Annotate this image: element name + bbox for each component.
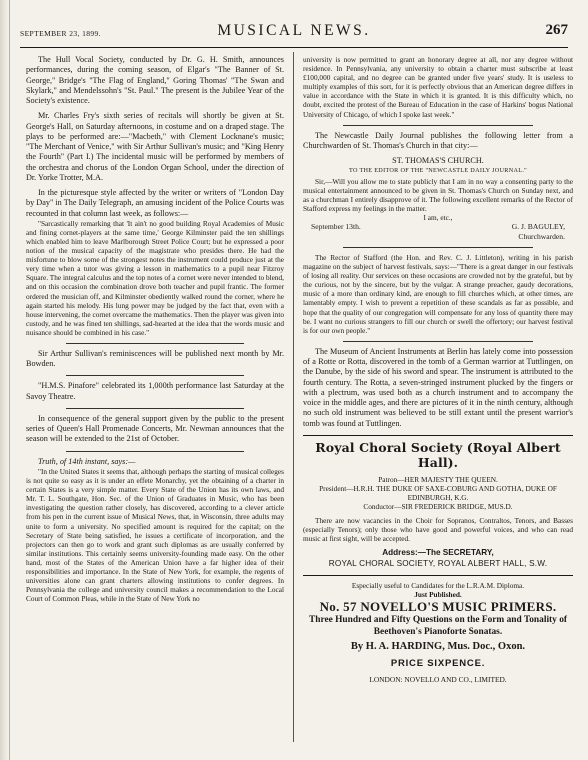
section-divider — [66, 408, 244, 409]
section-divider — [66, 375, 244, 376]
lram-note: Especially useful to Candidates for the L.R.A.M. Diploma. — [351, 580, 525, 590]
us-colleges-quote-continued: university is now permitted to grant an honorary degree at all, nor any degree without residence. In Pennsylvania, any university to obtain a charter must subscribe at least £100,000 capital, and no degree can be granted under five years' study. It is useless to multiply examples of this sort, for it is perfectly obvious that an American degree differs in value in accordance with the State in which it is granted. It is this difficulty which, no doubt, excited the protest of the Bureau of Education in the case of Harkins' bogus National University of Chicago, of which I spoke last week." — [303, 55, 573, 119]
left-column — [26, 55, 284, 746]
section-divider — [343, 341, 533, 342]
ad-rule — [303, 575, 573, 576]
conductor-line: Conductor—SIR FREDERICK BRIDGE, MUS.D. — [363, 502, 513, 512]
address-line: ROYAL CHORAL SOCIETY, ROYAL ALBERT HALL, S.W. — [328, 558, 548, 568]
cornet-anecdote-quote: "Sarcastically remarking that 'It ain't no good building Royal Academies of Music and fining cornet-players at the same time,' George Kilminster paid the ten shillings which enabled him to leave Marlborough Street Police Court; but he expressed a poor notion of the musical capacity of the magistrate who presides there. He had the misfortune to blow some of the strongest notes the instrument could produce just at the very time when a tutor was giving a lesson in mathematics to a pupil near Fitzroy Square. The integral calculus and the top notes of a cornet were never intended to blend, and on this occasion the combination drove both teacher and pupil frantic. The former ordered the musician off, and Kilminster obediently walked round the corner, where he again started his melody. His lung power may be judged by the fact that, even with a house intervening, the cornet overcame the mathematics. Then the player was given into custody, and he was fined ten shillings, sad-hearted at the idea that the words music and nuisance should be combined in his case." — [26, 218, 284, 337]
section-divider — [343, 125, 533, 126]
binding-line — [9, 0, 10, 760]
masthead-title: MUSICAL NEWS. — [217, 22, 371, 39]
primers-title: No. 57 NOVELLO'S MUSIC PRIMERS. — [319, 599, 557, 615]
primers-author: By H. A. HARDING, Mus. Doc., Oxon. — [350, 641, 526, 653]
signature-block — [512, 222, 565, 241]
us-colleges-quote: "In the United States it seems that, although perhaps the starting of musical colleges is not quite so easy as it is under an effete Monarchy, yet the obtaining of a charter in certain States is a very simple matter. Every State of the Union has its own laws, and Mr. T. L. Southgate, Hon. Sec. of the Union of Graduates in Music, who has been investigating the question rather closely, has discovered, according to a clever article from his pen in the current issue of Musical News, that, in Wisconsin, three adults may unite to form a university. No specified amount is required for the capital; on the Secretary of State being satisfied, he issues a certificate of incorporation, and the projectors can then go to work and grant such diplomas as are usually conferred by similar institutions. This certainly seems university-founding made easy. On the other hand, most of the States of the American Union have a far higher idea of their responsibilities and importance. In the State of New York, for example, the regents of universities alone can grant charters allowing institutions to confer degrees. In Pennsylvania the college and university council makes a recommendation to the Local Court of Common Pleas, while in the State of New York no — [26, 466, 284, 604]
church-heading: ST. THOMAS'S CHURCH. — [392, 156, 484, 166]
publisher-line: LONDON: NOVELLO AND CO., LIMITED. — [369, 674, 507, 684]
newcastle-intro: The Newcastle Daily Journal publishes the following letter from a Churchwarden of St. Thomas's Church in that city:— — [303, 130, 573, 150]
signature-name: G. J. BAGULEY, — [511, 222, 565, 232]
section-divider — [66, 343, 244, 344]
to-editor-line: TO THE EDITOR OF THE "NEWCASTLE DAILY JOURNAL." — [348, 167, 528, 175]
pinafore-paragraph: "H.M.S. Pinafore" celebrated its 1,000th performance last Saturday at the Savoy Theatre. — [26, 381, 284, 401]
page-number: 267 — [545, 22, 568, 38]
sullivan-reminiscences-paragraph: Sir Arthur Sullivan's reminiscences will be published next month by Mr. Bowden. — [26, 348, 284, 369]
president-line: President—H.R.H. THE DUKE OF SAXE-COBURG AND GOTHA, DUKE OF EDINBURGH, K.G. — [319, 483, 557, 502]
just-published: Just Published. — [414, 590, 462, 600]
choir-vacancies-text: There are now vacancies in the Choir for Sopranos, Contraltos, Tenors, and Basses (especially Tenors); only those who have good and powerful voices, and who can read music at first sight, will be accepted. — [303, 516, 573, 544]
ad-rule — [303, 435, 573, 436]
issue-date: SEPTEMBER 23, 1899. — [20, 29, 101, 38]
column-divider — [293, 52, 294, 742]
section-divider — [343, 247, 533, 248]
berlin-museum-paragraph: The Museum of Ancient Instruments at Berlin has lately come into possession of a Rotte or Rotta, discovered in the tomb of a German warrior at Tuttlingen, on the Danube, by the side of his sword and spear. The instrument is attributed to the fourth century. The Rotta, a seven-stringed instrument plucked by the fingers or with a plectrum, was used both as a church instrument and to accompany the voice in the middle ages, and there are pictures of it in the ninth century, although no such old instrument was believed to be still extant until the present warrior's tomb was found at Tuttlingen. — [303, 346, 573, 428]
royal-choral-ad-title: Royal Choral Society (Royal Albert Hall). — [315, 439, 561, 470]
primers-subtitle: Three Hundred and Fifty Questions on the Form and Tonality of Beethoven's Pianoforte Sonatas. — [308, 615, 568, 637]
promenade-concerts-paragraph: In consequence of the general support given by the public to the present series of Queen's Hall Promenade Concerts, Mr. Newman announces that the season will be extended to the 21st of October. — [26, 413, 284, 444]
signature-date: September 13th. — [311, 222, 361, 232]
address-label: Address:—The SECRETARY, — [382, 548, 494, 558]
rector-quote: The Rector of Stafford (the Hon. and Rev. C. J. Littleton), writing in his parish magazine on the subject of harvest festivals, says:—"There is a great danger in our festivals of losing all reality. Our services on these occasions are crowded not by the grateful, but by the curious, not by the sincere, but by the vulgar. A strange preacher, gaudy decorations, music of a more than ordinary kind, are enough to fill churches which, at other times, are lamentably empty. I wish to prevent a repetition of these scandals as far as possible, and hope that the quality of our congregation will compensate for any loss of quantity there may be. I want no curious strangers to fill our church or swell the offertory; our harvest festival is for our own people." — [303, 252, 573, 335]
fry-recitals-paragraph: Mr. Charles Fry's sixth series of recitals will shortly be given at St. George's Hall, on Saturday afternoons, in costume and on a draped stage. The plays to be performed are:—"Macbeth," with Clement Locknane's music; "The Merchant of Venice," with Sir Arthur Sullivan's music; and "King Henry the Fourth" (Part I.) The incidental music will be performed by members of the orchestra and chorus of the London Organ School, under the direction of Dr. Yorke Trotter, M.A. — [26, 111, 284, 182]
signature-role: Churchwarden. — [518, 231, 565, 241]
price-line: PRICE SIXPENCE. — [390, 657, 486, 669]
header-rule — [20, 47, 568, 48]
truth-intro: Truth, of 14th instant, says:— — [38, 456, 136, 466]
churchwarden-letter: Sir,—Will you allow me to state publicly that I am in no way a consenting party to the musical entertainment announced to be given in St. Thomas's Church on Sunday next, and as a churchman I entirely disapprove of it. The following excellent remarks of the Rector of Stafford express my feelings in the matter. — [303, 176, 573, 213]
letter-closing: I am, etc., — [423, 213, 453, 223]
right-column — [303, 55, 573, 746]
hull-vocal-paragraph: The Hull Vocal Society, conducted by Dr. G. H. Smith, announces performances, during the coming season, of Elgar's "The Banner of St. George," Bridge's "The Flag of England," Goring Thomas' "The Swan and Skylark," and Mendelssohn's "St. Paul." The present is the Jubilee Year of the Society's existence. — [26, 55, 284, 105]
patron-line: Patron—HER MAJESTY THE QUEEN. — [378, 474, 498, 484]
letter-signature — [303, 222, 573, 241]
page-header — [20, 22, 568, 46]
page-binding-edge — [0, 0, 9, 760]
section-divider — [66, 451, 244, 452]
telegraph-intro-paragraph: In the picturesque style affected by the writer or writers of "London Day by Day" in The Daily Telegraph, an amusing incident of the Police Courts was recounted in that column last week, as follows:— — [26, 188, 284, 218]
